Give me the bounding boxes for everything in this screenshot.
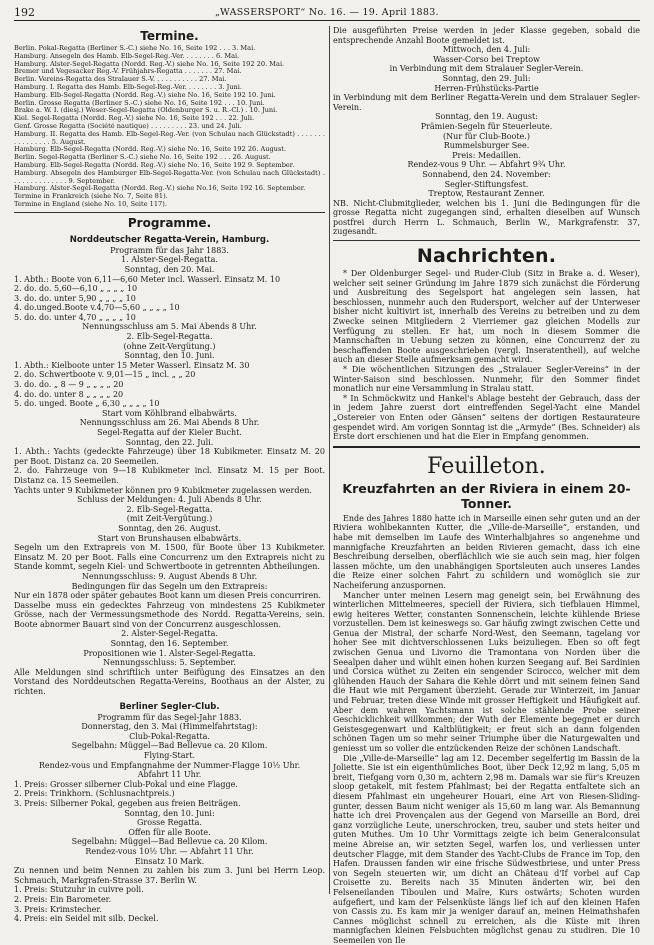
- nachrichten-title: Nachrichten.: [416, 245, 557, 268]
- text-line: Nur ein 1878 oder später gebautes Boot kann um diesen Preis concurriren.: [14, 591, 321, 601]
- page-number: 192: [14, 6, 35, 19]
- text-line: 1. Abth.: Boote von 6,11—6,60 Meter incl. Wasserl. Einsatz M. 10: [14, 274, 281, 284]
- text-line: Hamburg. Alster-Segel-Regatta (Nordd. Reg.-V.) siehe No.16, Seite 192 16. September.: [14, 184, 306, 193]
- text-line: Sonntag, den 20. Mai.: [124, 264, 215, 274]
- text-line: Brake a. W. I. (diesj.) Weser-Segel-Regatta (Oldenburger S. u. R.-Cl.) . 10. Juni.: [14, 106, 278, 115]
- text-line: (Nur für Club-Boote.): [443, 131, 530, 141]
- running-title: „WASSERSPORT“ No. 16. — 19. April 1883.: [215, 7, 439, 18]
- paragraph: Mancher unter meinen Lesern mag geneigt sein, bei Erwähnung des winterlichen Mittelmeeres, speciell der Riviera, sich tiefblauen Himmel, ewig heiteres Wetter, constanten Sonnenschein, leichte kühlende Briese vorzustellen. Dem ist keineswegs so. Gar häufig zwingt zwischen Cette und Genua der Mistral, der scharfe Nord-West, den Seemann, tagelang vor hoher See mit dichtverschlossenen Luks beizuliegen. Eben so oft fegt zwischen Genua und Livorno die Tramontana von Norden über die Seealpen daher und wühlt einen hohen kurzen Seegang auf. Bei Sardinien und Corsica wüthet zu Zeiten ein sengender Scirocco, welcher mit dem glühenden Hauch der Sahara die Kehle dörrt und mit seinem feinen Sand die Haut wie mit Pergament überzieht. Gerade zur Winterzeit, im Januar und Februar, treten diese Winde mit grosser Heftigkeit und Häufigkeit auf. Aber dem wahren Yachtsmann ist solche stählende Probe seiner Geschicklichkeit willkommen; der Wuth der Elemente begegnet er durch Geistesgegenwart und Kaltblütigkeit; er freut sich an dann folgenden schönen Tagen um so mehr seiner Triumphe über die Naturgewalten und geniesst um so voller die entzückenden Reize der schönen Landschaft.: [333, 590, 640, 753]
- text-line: Propositionen wie 1. Alster-Segel-Regatta.: [83, 648, 256, 658]
- text-line: (mit Zeit-Vergütung.): [126, 514, 213, 524]
- text-line: Offen für alle Boote.: [128, 827, 211, 837]
- page-header: [14, 6, 640, 21]
- paragraph: * In Schmöckwitz und Hankel's Ablage besteht der Gebrauch, dass der in jedem Jahre zuerst dort eintreffenden Segel-Yacht eine Mandel „Ostereier von Enten oder Gänsen“ seitens der dortigen Restaurateure gespendet wird. Am vorigen Sonntag ist die „Armyde“ (Bes. Schneider) als Erste dort erschienen und hat die Eier in Empfang genommen.: [333, 393, 640, 442]
- text-line: 2. Elb-Segel-Regatta.: [126, 332, 213, 342]
- text-line: 2. do. Schwertboote v. 9,01—15 „ incl. „ „ 20: [14, 370, 196, 380]
- text-line: Rummelsburger See.: [443, 141, 530, 151]
- text-line: Sonntag, den 26. August.: [118, 523, 221, 533]
- text-line: Herren-Frühstücks-Partie: [434, 83, 539, 93]
- text-line: in Verbindung mit dem Stralauer Segler-Verein.: [389, 64, 584, 74]
- text-line: 1. Abth.: Kielboote unter 15 Meter Wasserl. Einsatz M. 30: [14, 360, 250, 370]
- nrv-program: [14, 246, 325, 697]
- text-line: Nennungsschluss: 9. August Abends 8 Uhr.: [81, 571, 258, 581]
- text-line: Hamburg. Elb-Segel-Regatta (Nordd. Reg.-V.) siehe No. 16, Seite 192 9. September.: [14, 160, 295, 169]
- text-line: Hamburg. Absegeln des Hamburger Elb-Segel-Regatta-Ver. (von Schulau nach Glückstadt) . . . . . . . . . . . . . . 9. September.: [14, 168, 325, 185]
- text-line: 1. Preis: Stutzuhr in cuivre poli.: [14, 885, 144, 895]
- text-line: Segeln um den Extrapreis von M. 1500, für Boote über 13 Kubikmeter. Einsatz M. 20 per Boot. Falls eine Concurrenz um den Extrapreis nicht zu Stande kommt, segeln Kiel- und Schwertboote in getrennten Abtheilungen.: [14, 543, 325, 572]
- text-line: Sonntag, den 16. September.: [110, 639, 229, 649]
- text-line: 2. do. Fahrzeuge von 9—18 Kubikmeter incl. Einsatz M. 15 per Boot. Distanz ca. 15 Seemeilen.: [14, 466, 325, 485]
- feuilleton-text: [333, 514, 640, 945]
- programme-title: Programme.: [127, 215, 212, 230]
- text-line: Flying-Start.: [143, 751, 196, 761]
- text-line: Start von Brunshausen elbabwärts.: [97, 533, 242, 543]
- termine-box: [14, 29, 325, 213]
- left-column: [14, 26, 325, 924]
- text-line: in Verbindung mit dem Berliner Regatta-Verein und dem Stralauer Segler-Verein.: [333, 93, 640, 112]
- text-line: Schluss der Meldungen: 4. Juli Abends 8 Uhr.: [77, 495, 262, 505]
- text-line: Wasser-Corso bei Treptow: [433, 54, 540, 64]
- termine-title: Termine.: [140, 29, 199, 43]
- text-line: Berlin. Segel-Regatta (Berliner S.-C.) siehe No. 16, Seite 192 . . . 26. August.: [14, 153, 271, 162]
- text-line: Rendez-vous und Empfangnahme der Nummer-Flagge 10½ Uhr.: [38, 760, 301, 770]
- text-line: Treptow, Restaurant Zenner.: [428, 189, 545, 199]
- text-line: 1. Alster-Segel-Regatta.: [121, 255, 218, 265]
- text-line: Grosse Regatta.: [137, 818, 202, 828]
- text-line: Rendez-vous 9 Uhr. — Abfahrt 9¾ Uhr.: [407, 160, 566, 170]
- text-line: Berlin. Pokal-Regatta (Berliner S.-C.) siehe No. 16, Seite 192 . . . 3. Mai.: [14, 44, 256, 52]
- text-line: Donnerstag, den 3. Mai (Himmelfahrtstag):: [81, 722, 258, 732]
- divider: [333, 446, 640, 448]
- text-line: 3. Preis: Krimstecher.: [14, 904, 102, 914]
- text-line: Club-Pokal-Regatta.: [129, 731, 210, 741]
- text-line: Termine in Frankreich (siehe No. 7, Seite 81).: [14, 192, 168, 201]
- text-line: Genf. Grosse Regatta (Société nautique) . . . . . . . . . 23. und 24. Juli.: [14, 121, 242, 130]
- text-line: Mittwoch, den 4. Juli:: [442, 45, 531, 55]
- text-line: Bremer und Vegesacker Reg.-V. Frühjahrs-Regatta . . . . . . . 27. Mai.: [14, 67, 242, 76]
- text-line: Dasselbe muss ein gedecktes Fahrzeug von mindestens 25 Kubikmeter Grösse, nach der Vermessungsmethode des Nordd. Regatta-Vereins, sein. Boote abnormer Bauart sind von der Concurrenz ausgeschlossen.: [14, 600, 325, 629]
- text-line: Sonntag, den 10. Juni:: [124, 808, 215, 818]
- bsc-program: [14, 713, 325, 924]
- text-line: 2. Preis: Ein Barometer.: [14, 894, 112, 904]
- text-line: 5. do. unged. Boote „ 6,30 „ „ „ „ 10: [14, 399, 160, 409]
- divider: [333, 240, 640, 241]
- text-line: 3. do. do. unter 5,90 „ „ „ „ 10: [14, 293, 136, 303]
- text-line: Prämien-Segeln für Steuerleute.: [420, 121, 553, 131]
- text-line: Sonntag, den 19. August:: [435, 112, 538, 122]
- text-line: Segel-Regatta auf der Kieler Bucht.: [97, 428, 242, 438]
- text-line: Hamburg. Elb-Segel-Regatta (Nordd. Reg.-V.) siehe No. 16, Seite 192 10. Juni.: [14, 90, 276, 99]
- text-line: 4. do.unged.Boote v.4,70—5,60 „ „ „ „ 10: [14, 303, 180, 313]
- right-column: [333, 26, 640, 945]
- text-line: 2. Preis: Trinkhorn. (Schlusnachtpreis.): [14, 789, 175, 799]
- text-line: Segelbahn: Müggel—Bad Bellevue ca. 20 Kilom.: [71, 741, 268, 751]
- text-line: Zu nennen und beim Nennen zu zahlen bis zum 3. Juni bei Herrn Leop. Schmauch, Markgrafen-Strasse 37. Berlin W.: [14, 866, 325, 885]
- feuilleton-title: Feuilleton.: [427, 453, 546, 479]
- text-line: 2. Elb-Segel-Regatta.: [126, 504, 213, 514]
- column-rule: [329, 26, 330, 894]
- text-line: NB. Nicht-Clubmitglieder, welchen bis 1. Juni die Bedingungen für die grosse Regatta nicht zugegangen sind, erhalten dieselben auf Wunsch postfrei durch Herrn L. Schmauch, Berlin W., Markgrafenstr. 37, zugesandt.: [333, 198, 640, 237]
- text-line: Sonnabend, den 24. November:: [422, 169, 551, 179]
- text-line: Yachts unter 9 Kubikmeter können pro 9 Kubikmeter zugelassen werden.: [14, 485, 312, 495]
- text-line: Berlin. Vereins-Regatta des Stralauer S.-V. . . . . . . . . . . 27. Mai.: [14, 75, 227, 84]
- text-line: Segelbahn: Müggel—Bad Bellevue ca. 20 Kilom.: [71, 837, 268, 847]
- text-line: Sonntag, den 10. Juni.: [124, 351, 215, 361]
- text-line: Nennungsschluss: 5. September.: [103, 658, 236, 668]
- text-line: Hamburg. Alster-Segel-Regatta (Nordd. Reg.-V.) siehe No. 16, Seite 192 20. Mai.: [14, 59, 285, 68]
- paragraph: Die „Ville-de-Marseille“ lag am 12. December segelfertig im Bassin de la Joliette. Sie ist ein eigenthümliches Boot, über Deck 12,92 m lang, 5,05 m breit, Tiefgang vorn 0,30 m, achtern 2,98 m. Damals war sie für's Kreuzen sloop getakelt, mit festem Pfahlmast; bei der Regatta entfaltete sich an diesem Pfahlmast ein ungeheurer Houari, eine Art von Riesen-Sliding-gunter, dessen Baum nicht weniger als 15,60 m lang war. Als Bemannung hatte ich drei Provençalen aus der Gegend von Marseille an Bord, drei ganz vorzügliche Leute, unerschrocken, treu, sauber und stets heiter und guten Muthes. Um 10 Uhr Vormittags zeigte ich beim Generalconsulat meine Abreise an, wir setzten Segel, warfen los, und verliessen unter deutscher Flagge, mit dem Stander des Yacht-Clubs de France im Top, den Hafen. Draussen fanden wir eine frische Südwestbriese, und unter Press von Segeln steuerten wir, um dicht an Château d'If vorbei auf Cap Croisette zu. Bereits nach 35 Minuten änderten wir, bei den Felseneilanden Tiboulen und Maïre, Kurs ostwärts; Schoten wurden aufgefiert, und kam der Felsenküste längs lief ich auf den kleinen Hafen von Cassis zu. Es kam mir ja weniger darauf an, meinen Heimathshafen Cannes möglichst schnell zu erreichen, als die Küste mit ihren mannigfachen kleinen Felsbuchten möglichst genau zu studiren. Die 10 Seemeilen von Ile: [333, 753, 640, 945]
- text-line: Hamburg. I. Regatta des Hamb. Elb-Segel-Reg.-Ver. . . . . . . . 3. Juni.: [14, 82, 242, 91]
- text-line: Programm für das Jahr 1883.: [110, 245, 229, 255]
- text-line: Programm für das Segel-Jahr 1883.: [97, 712, 242, 722]
- text-line: Die ausgeführten Preise werden in jeder Klasse gegeben, sobald die entsprechende Anzahl Boote gemeldet ist.: [333, 26, 640, 45]
- nachrichten-text: [333, 269, 640, 442]
- text-line: Einsatz 10 Mark.: [134, 856, 205, 866]
- text-line: Preis: Medaillen.: [452, 150, 521, 160]
- text-line: Hamburg. Ansegeln des Hamb. Elb-Segel-Reg.-Ver. . . . . . . . 6. Mai.: [14, 51, 240, 60]
- paragraph: Ende des Jahres 1880 hatte ich in Marseille einen sehr guten und an der Riviera wohlbekannten Kutter, die „Ville-de-Marseille“, erstanden, und habe mit demselben im Laufe des Winterhalbjahres so angenehme und mannigfache Kreuzfahrten an beiden Rivieren gemacht, dass ich eine Beschreibung derselben, oberflächlich wie sie auch sein mag, hier folgen lassen möchte, um den unabhängigen Sportsleuten auch unseres Landes die Reize einer solchen Fahrt zu schildern und womöglich sie zur Nacheiferung anzuspornen.: [333, 513, 640, 590]
- text-line: 2. Alster-Segel-Regatta.: [121, 629, 218, 639]
- text-line: 5. do. do. unter 4,70 „ „ „ „ 10: [14, 312, 136, 322]
- text-line: 4. Preis: ein Seidel mit silb. Deckel.: [14, 914, 159, 924]
- paragraph: * Die wöchentlichen Sitzungen des „Stralauer Segler-Vereins“ in der Winter-Saison sind beschlossen. Nunmehr, für den Sommer findet monatlich nur eine Versammlung in Stralau statt.: [333, 365, 640, 394]
- text-line: Sonntag, den 22. Juli.: [125, 437, 214, 447]
- text-line: Bedingungen für das Segeln um den Extrapreis:: [71, 581, 268, 591]
- text-line: Rendez-vous 10½ Uhr. — Abfahrt 11 Uhr.: [85, 846, 254, 856]
- text-line: 2. do. do. 5,60—6,10 „ „ „ „ 10: [14, 284, 138, 294]
- paragraph: * Der Oldenburger Segel- und Ruder-Club (Sitz in Brake a. d. Weser), welcher seit seiner Gründung im Jahre 1879 sich zunächst die Förderung und Ausbreitung des Segelsport hat angelegen sein lassen, hat beschlossen, nunmehr auch den Rudersport, welcher auf der Unterweser bisher nicht kultivirt ist, innerhalb des Vereins zu betreiben und zu dem Zwecke seinen Mitgliedern 2 Vierriemer gaz gleichen Modells zur Verfügung zu stellen. Er hat, um noch in diesem Sommer die Mannschaften in Uebung setzen zu können, eine Concurrenz der zu beschaffenden Boote ausgeschrieben (vergl. Inseratentheil), auf welche auch an dieser Stelle aufmerksam gemacht wird.: [333, 269, 640, 365]
- termine-list: [14, 45, 325, 209]
- text-line: 4. do. do. unter 8 „ „ „ „ 20: [14, 389, 124, 399]
- nrv-title: Norddeutscher Regatta-Verein, Hamburg.: [69, 234, 270, 245]
- text-line: Hamburg. II. Regatta des Hamb. Elb-Segel-Reg.-Ver. (von Schulau nach Glückstadt) . . . . . . . . . . . . . . . . 5. August.: [14, 129, 325, 146]
- text-line: Kiel. Segel-Regatta (Nordd. Reg.-V.) siehe No. 16, Seite 192 . . . 22. Juli.: [14, 114, 255, 123]
- feuilleton-subtitle: Kreuzfahrten an der Riviera in einem 20-Tonner.: [342, 480, 631, 511]
- text-line: Berlin. Grosse Regatta (Berliner S.-C.) siehe No. 16, Seite 192 . . . 10. Juni.: [14, 98, 265, 107]
- text-line: Termine in England (siehe No. 10, Seite 117).: [14, 199, 167, 208]
- text-line: (ohne Zeit-Vergütung.): [123, 341, 216, 351]
- text-line: Abfahrt 11 Uhr.: [137, 770, 202, 780]
- text-line: 1. Preis: Grosser silberner Club-Pokal und eine Flagge.: [14, 779, 238, 789]
- text-line: 1. Abth.: Yachts (gedeckte Fahrzeuge) über 18 Kubikmeter. Einsatz M. 20 per Boot. Distanz ca. 20 Seemeilen.: [14, 447, 325, 466]
- bsc-program-continued: [333, 26, 640, 237]
- text-line: Alle Meldungen sind schriftlich unter Beifügung des Einsatzes an den Vorstand des Norddeutschen Regatta-Vereins, Boothaus an der Alster, zu richten.: [14, 667, 325, 697]
- text-line: Hamburg. Elb-Segel-Regatta (Nordd. Reg.-V.) siehe No. 16, Seite 192 26. August.: [14, 145, 287, 154]
- text-line: Nennungsschluss am 5. Mai Abends 8 Uhr.: [82, 322, 257, 332]
- text-line: Start vom Köhlbrand elbabwärts.: [102, 408, 237, 418]
- text-line: Nennungsschluss am 26. Mai Abends 8 Uhr.: [79, 418, 260, 428]
- bsc-title: Berliner Segler-Club.: [119, 701, 220, 712]
- text-line: 3. do. do. „ 8 — 9 „ „ „ „ 20: [14, 380, 124, 390]
- text-line: 3. Preis: Silberner Pokal, gegeben aus freien Beiträgen.: [14, 798, 241, 808]
- text-line: Sonntag, den 29. Juli:: [442, 73, 531, 83]
- text-line: Segler-Stiftungsfest.: [444, 179, 529, 189]
